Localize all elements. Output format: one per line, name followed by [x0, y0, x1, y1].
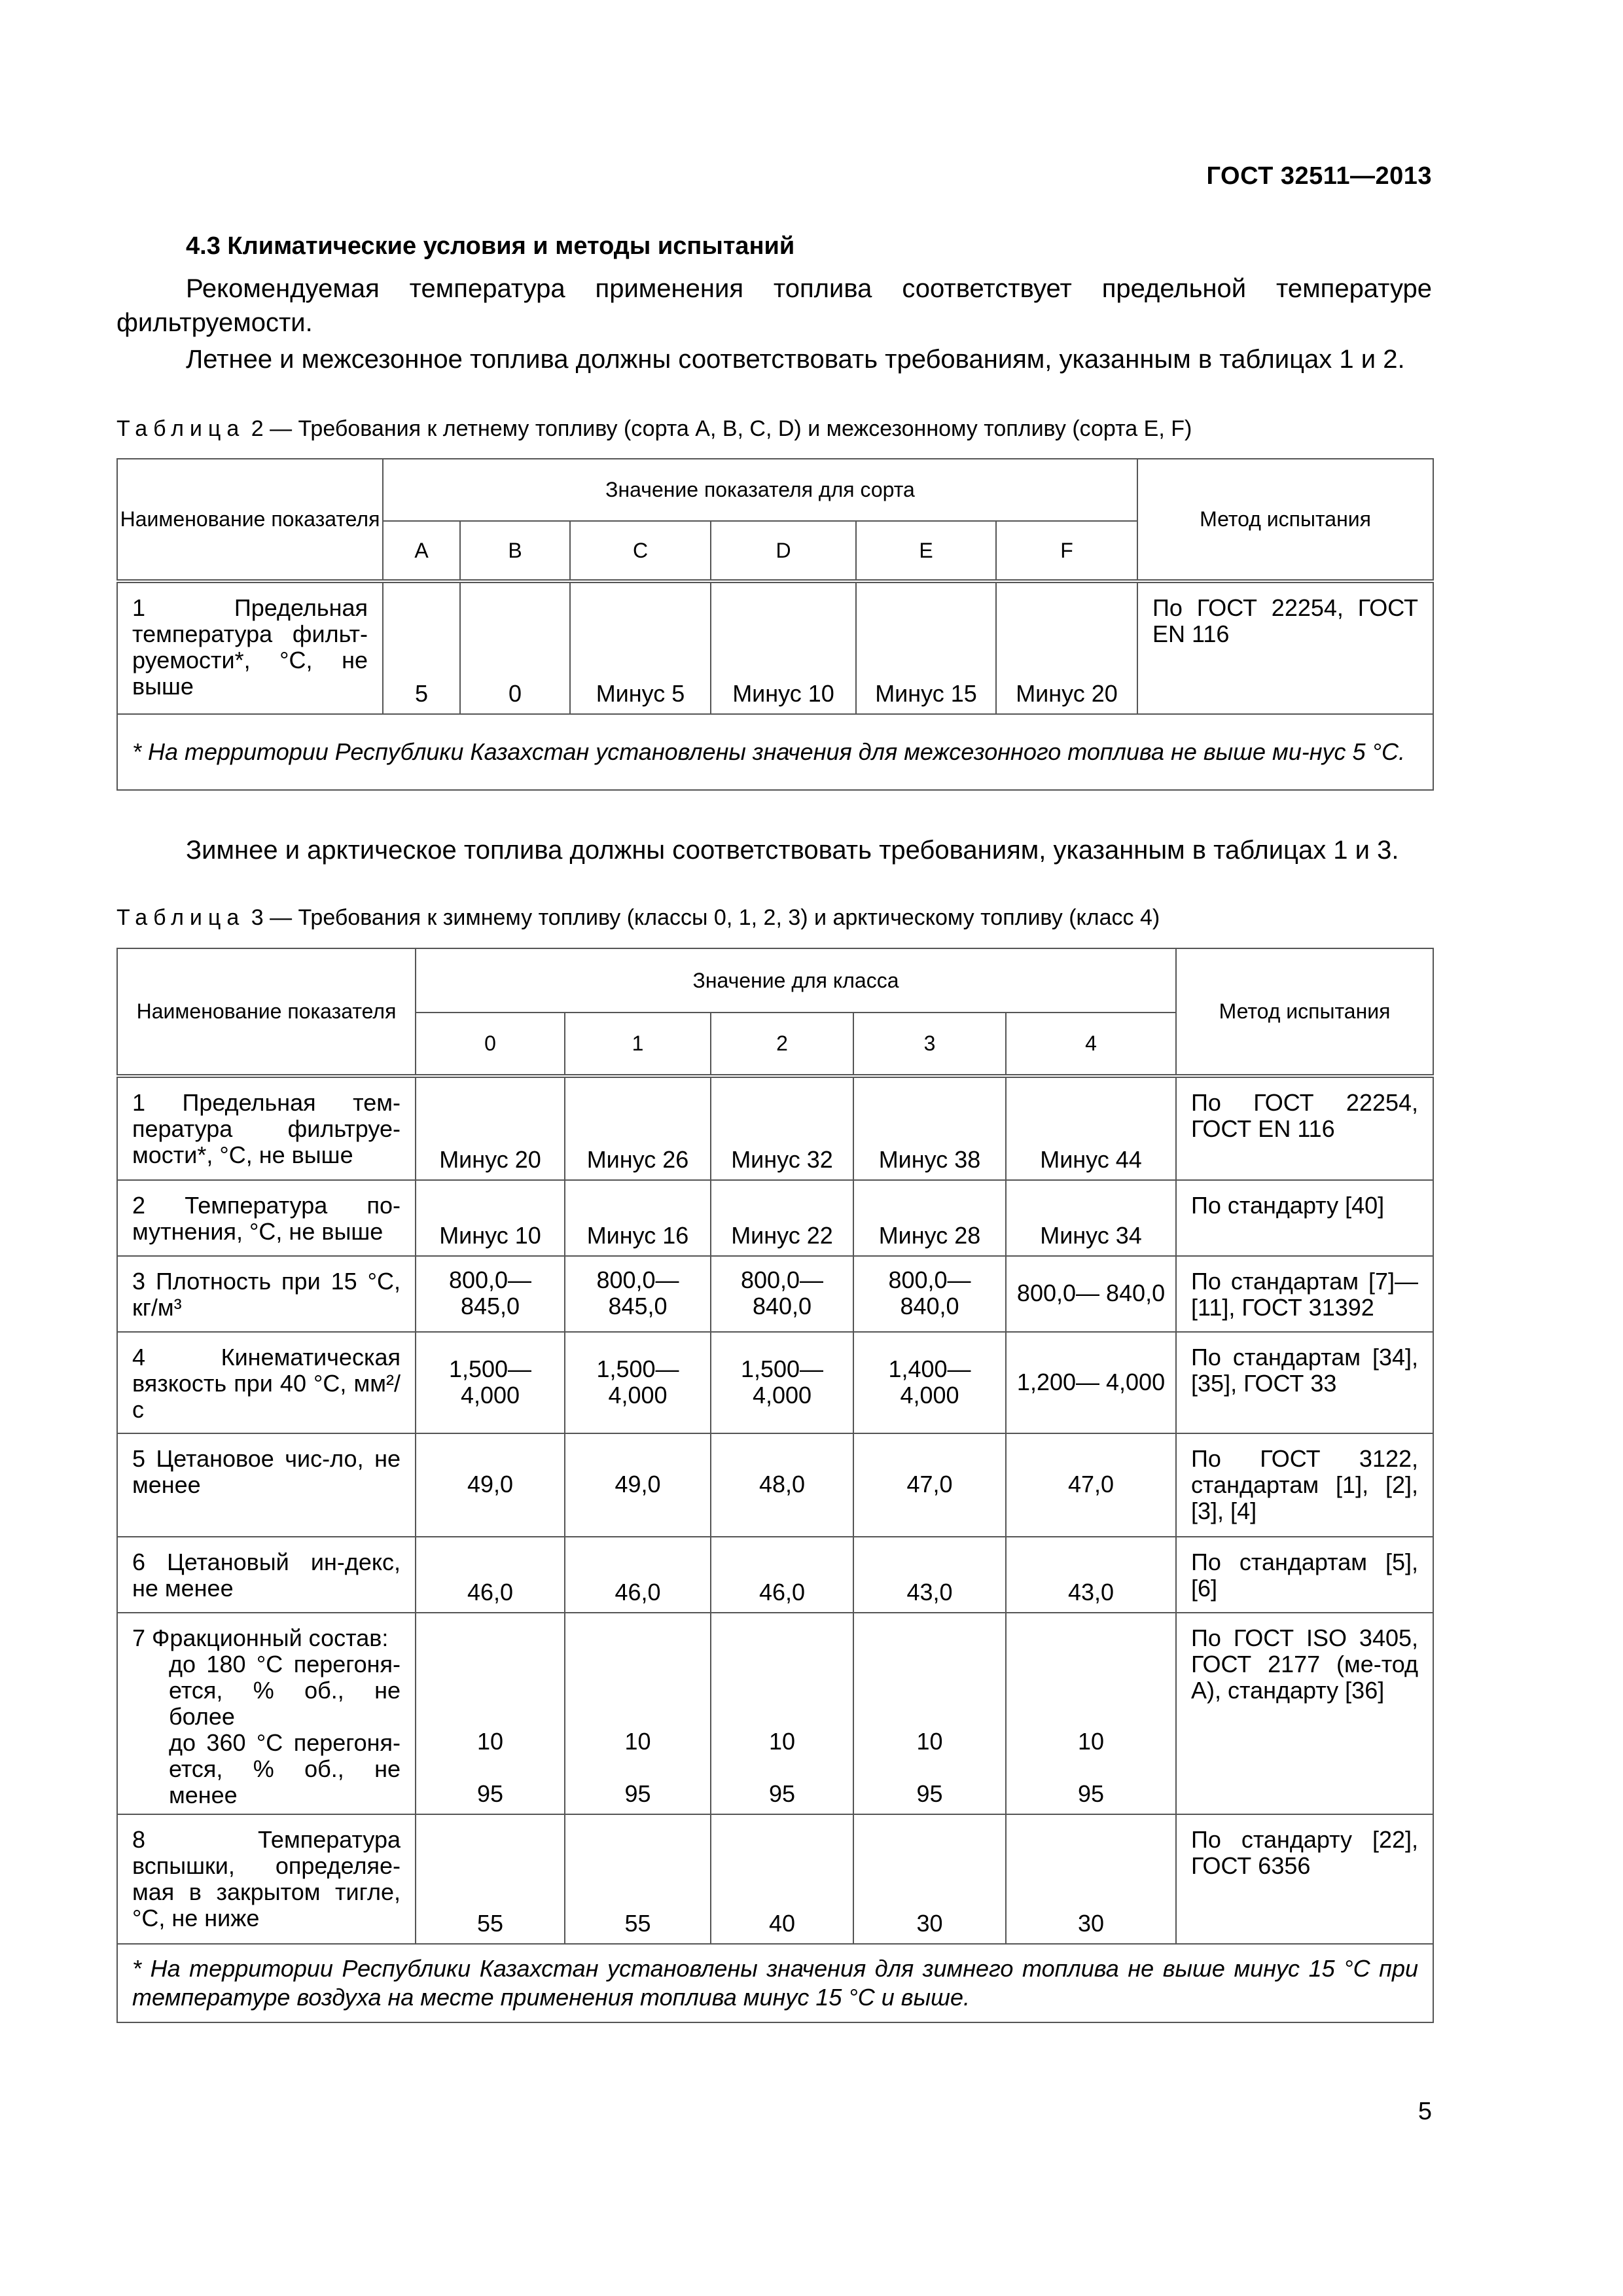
col-header-method: Метод испытания — [1176, 948, 1433, 1076]
table-row — [117, 1076, 1433, 1180]
table-row — [117, 581, 1433, 714]
table-cell: 30 — [1006, 1814, 1176, 1944]
grade-header: B — [460, 521, 570, 581]
row-name: 7 Фракционный состав: до 180 °C перегоня-ется, % об., не более до 360 °C перегоня-ется, % об., не менее — [117, 1613, 416, 1814]
table-cell: Минус 44 — [1006, 1076, 1176, 1180]
class-header: 2 — [711, 1013, 853, 1076]
class-header: 4 — [1006, 1013, 1176, 1076]
table-cell: 800,0— 840,0 — [853, 1256, 1006, 1332]
row-name: 4 Кинематическая вязкость при 40 °C, мм²/с — [117, 1332, 416, 1433]
table2-caption: Таблица 2 — Требования к летнему топливу (сорта A, B, C, D) и межсезонному топливу (сорта E, F) — [116, 416, 1192, 441]
table-cell: Минус 20 — [416, 1076, 565, 1180]
method-cell: По ГОСТ 22254, ГОСТ EN 116 — [1176, 1076, 1433, 1180]
col-header-name: Наименование показателя — [117, 459, 383, 581]
table-row — [117, 1433, 1433, 1537]
table-row — [117, 1814, 1433, 1944]
table-cell: 46,0 — [711, 1537, 853, 1613]
table-cell: 10 95 — [711, 1613, 853, 1814]
table-cell: 1,500— 4,000 — [711, 1332, 853, 1433]
table-cell: 10 95 — [1006, 1613, 1176, 1814]
grade-header: E — [856, 521, 996, 581]
table-cell: 40 — [711, 1814, 853, 1944]
table-cell: 800,0— 840,0 — [1006, 1256, 1176, 1332]
method-cell: По ГОСТ 22254, ГОСТ EN 116 — [1137, 581, 1433, 714]
table-row — [117, 1613, 1433, 1814]
table-cell: 55 — [565, 1814, 711, 1944]
section-title: 4.3 Климатические условия и методы испытаний — [186, 232, 795, 260]
table-cell: 43,0 — [1006, 1537, 1176, 1613]
table-cell: Минус 20 — [996, 581, 1137, 714]
paragraph-winter-fuel: Зимнее и арктическое топлива должны соответствовать требованиям, указанным в таблицах 1 и 3. — [186, 836, 1399, 865]
table-cell: 10 95 — [565, 1613, 711, 1814]
table-cell: 43,0 — [853, 1537, 1006, 1613]
table-cell: Минус 34 — [1006, 1180, 1176, 1256]
table-cell: 800,0— 845,0 — [416, 1256, 565, 1332]
table-cell: Минус 32 — [711, 1076, 853, 1180]
page-number: 5 — [1418, 2098, 1432, 2125]
table-row — [117, 1256, 1433, 1332]
table3-caption: Таблица 3 — Требования к зимнему топливу (классы 0, 1, 2, 3) и арктическому топливу (класс 4) — [116, 905, 1160, 930]
table-cell: 800,0— 845,0 — [565, 1256, 711, 1332]
table-cell: Минус 28 — [853, 1180, 1006, 1256]
table-row — [117, 1332, 1433, 1433]
table-row — [117, 1537, 1433, 1613]
method-cell: По стандарту [40] — [1176, 1180, 1433, 1256]
table-row — [117, 1180, 1433, 1256]
table-cell: 30 — [853, 1814, 1006, 1944]
paragraph-recommended-temperature: Рекомендуемая температура применения топлива соответствует предельной температуре фильтруемости. — [116, 274, 1432, 337]
table-cell: Минус 38 — [853, 1076, 1006, 1180]
table-cell: 47,0 — [1006, 1433, 1176, 1537]
method-cell: По стандартам [5], [6] — [1176, 1537, 1433, 1613]
table-cell: 5 — [383, 581, 460, 714]
method-cell: По ГОСТ ISO 3405, ГОСТ 2177 (ме-тод А), стандарту [36] — [1176, 1613, 1433, 1814]
table2 — [116, 458, 1434, 791]
table-cell: Минус 26 — [565, 1076, 711, 1180]
table-cell: 48,0 — [711, 1433, 853, 1537]
class-header: 0 — [416, 1013, 565, 1076]
table-cell: 1,500— 4,000 — [416, 1332, 565, 1433]
grade-header: F — [996, 521, 1137, 581]
table-cell: Минус 16 — [565, 1180, 711, 1256]
table-cell: 55 — [416, 1814, 565, 1944]
paragraph-summer-fuel: Летнее и межсезонное топлива должны соответствовать требованиям, указанным в таблицах 1 и 2. — [186, 345, 1405, 374]
table-cell: Минус 22 — [711, 1180, 853, 1256]
table-cell: 46,0 — [565, 1537, 711, 1613]
table-cell: 10 95 — [416, 1613, 565, 1814]
row-name: 6 Цетановый ин-декс, не менее — [117, 1537, 416, 1613]
col-header-grade-group: Значение показателя для сорта — [383, 459, 1137, 521]
table-cell: 49,0 — [416, 1433, 565, 1537]
table2-footnote: * На территории Республики Казахстан установлены значения для межсезонного топлива не выше ми-нус 5 °C. — [117, 714, 1433, 790]
method-cell: По ГОСТ 3122, стандартам [1], [2], [3], [4] — [1176, 1433, 1433, 1537]
grade-header: A — [383, 521, 460, 581]
col-header-class-group: Значение для класса — [416, 948, 1176, 1013]
table-cell: Минус 10 — [416, 1180, 565, 1256]
class-header: 3 — [853, 1013, 1006, 1076]
table-cell: Минус 5 — [570, 581, 711, 714]
col-header-name: Наименование показателя — [117, 948, 416, 1076]
table-cell: 0 — [460, 581, 570, 714]
table-cell: 1,400— 4,000 — [853, 1332, 1006, 1433]
table-cell: 10 95 — [853, 1613, 1006, 1814]
table-cell: 49,0 — [565, 1433, 711, 1537]
table-cell: 47,0 — [853, 1433, 1006, 1537]
table-cell: Минус 10 — [711, 581, 856, 714]
table3 — [116, 948, 1434, 2023]
row-name: 2 Температура по-мутнения, °C, не выше — [117, 1180, 416, 1256]
grade-header: D — [711, 521, 856, 581]
col-header-method: Метод испытания — [1137, 459, 1433, 581]
row-name: 1 Предельная тем-пература фильтруе-мости*, °C, не выше — [117, 1076, 416, 1180]
standard-code: ГОСТ 32511—2013 — [1206, 162, 1432, 190]
table3-footnote: * На территории Республики Казахстан установлены значения для зимнего топлива не выше минус 15 °C при температуре воздуха на месте применения топлива минус 15 °C и выше. — [117, 1944, 1433, 2022]
table-cell: 800,0— 840,0 — [711, 1256, 853, 1332]
class-header: 1 — [565, 1013, 711, 1076]
row-name: 5 Цетановое чис-ло, не менее — [117, 1433, 416, 1537]
row-name: 1 Предельная температура фильт-руемости*, °C, не выше — [117, 581, 383, 714]
table-cell: 1,500— 4,000 — [565, 1332, 711, 1433]
table-cell: Минус 15 — [856, 581, 996, 714]
method-cell: По стандарту [22], ГОСТ 6356 — [1176, 1814, 1433, 1944]
row-name: 3 Плотность при 15 °C, кг/м³ — [117, 1256, 416, 1332]
method-cell: По стандартам [7]—[11], ГОСТ 31392 — [1176, 1256, 1433, 1332]
grade-header: C — [570, 521, 711, 581]
method-cell: По стандартам [34], [35], ГОСТ 33 — [1176, 1332, 1433, 1433]
table-cell: 1,200— 4,000 — [1006, 1332, 1176, 1433]
table-cell: 46,0 — [416, 1537, 565, 1613]
row-name: 8 Температура вспышки, определяе-мая в закрытом тигле, °C, не ниже — [117, 1814, 416, 1944]
